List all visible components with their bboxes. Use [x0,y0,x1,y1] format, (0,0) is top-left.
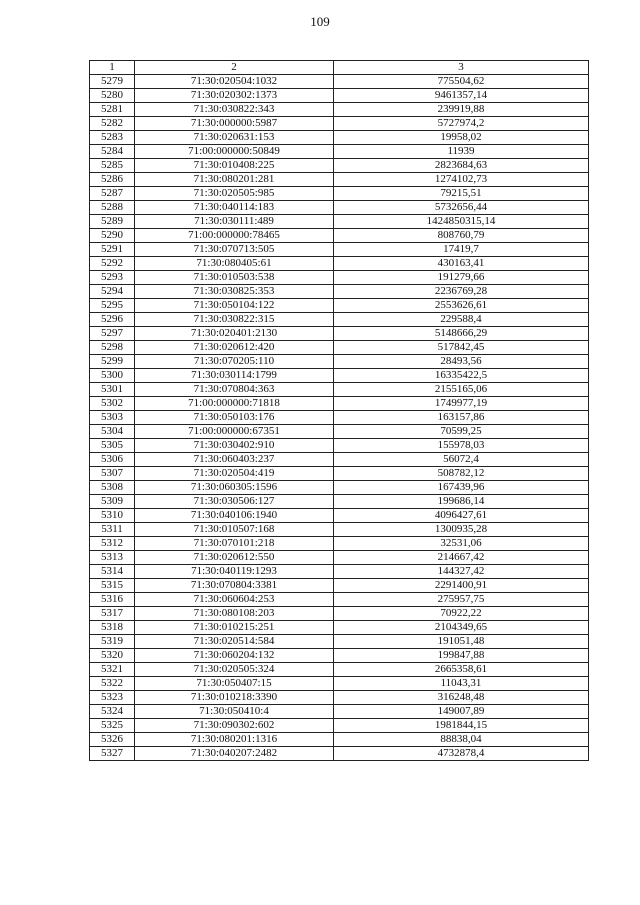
cadastral-number-cell: 71:30:070101:218 [135,537,334,551]
row-number-cell: 5316 [90,593,135,607]
table-body [90,75,589,761]
table-row [90,733,589,747]
table-row [90,551,589,565]
value-cell: 144327,42 [334,565,589,579]
cadastral-number-cell: 71:30:040207:2482 [135,747,334,761]
table-row [90,285,589,299]
value-cell: 199686,14 [334,495,589,509]
row-number-cell: 5291 [90,243,135,257]
cadastral-number-cell: 71:30:020504:419 [135,467,334,481]
row-number-cell: 5320 [90,649,135,663]
cadastral-number-cell: 71:00:000000:78465 [135,229,334,243]
table-row [90,747,589,761]
value-cell: 17419,7 [334,243,589,257]
value-cell: 214667,42 [334,551,589,565]
value-cell: 2553626,61 [334,299,589,313]
row-number-cell: 5324 [90,705,135,719]
cadastral-number-cell: 71:30:050103:176 [135,411,334,425]
value-cell: 199847,88 [334,649,589,663]
table-row [90,537,589,551]
value-cell: 19958,02 [334,131,589,145]
row-number-cell: 5326 [90,733,135,747]
value-cell: 16335422,5 [334,369,589,383]
row-number-cell: 5304 [90,425,135,439]
table-row [90,173,589,187]
table-row [90,299,589,313]
value-cell: 517842,45 [334,341,589,355]
cadastral-number-cell: 71:30:070804:3381 [135,579,334,593]
row-number-cell: 5302 [90,397,135,411]
table-row [90,467,589,481]
cadastral-number-cell: 71:30:060204:132 [135,649,334,663]
table-row [90,607,589,621]
table-row [90,341,589,355]
table-row [90,677,589,691]
value-cell: 275957,75 [334,593,589,607]
cadastral-number-cell: 71:30:070205:110 [135,355,334,369]
row-number-cell: 5281 [90,103,135,117]
row-number-cell: 5318 [90,621,135,635]
value-cell: 56072,4 [334,453,589,467]
value-cell: 1981844,15 [334,719,589,733]
table-row [90,229,589,243]
value-cell: 775504,62 [334,75,589,89]
table-row [90,509,589,523]
cadastral-number-cell: 71:30:010215:251 [135,621,334,635]
table-row [90,719,589,733]
cadastral-number-cell: 71:30:030506:127 [135,495,334,509]
value-cell: 239919,88 [334,103,589,117]
value-cell: 32531,06 [334,537,589,551]
cadastral-number-cell: 71:30:010503:538 [135,271,334,285]
value-cell: 28493,56 [334,355,589,369]
table-row [90,705,589,719]
value-cell: 70922,22 [334,607,589,621]
value-cell: 2665358,61 [334,663,589,677]
row-number-cell: 5298 [90,341,135,355]
table-row [90,621,589,635]
column-header-3: 3 [334,61,589,75]
table-row [90,565,589,579]
row-number-cell: 5306 [90,453,135,467]
row-number-cell: 5323 [90,691,135,705]
row-number-cell: 5300 [90,369,135,383]
table-row [90,201,589,215]
cadastral-number-cell: 71:30:080201:281 [135,173,334,187]
cadastral-number-cell: 71:30:080405:61 [135,257,334,271]
row-number-cell: 5319 [90,635,135,649]
column-header-1: 1 [90,61,135,75]
row-number-cell: 5297 [90,327,135,341]
cadastral-number-cell: 71:30:030111:489 [135,215,334,229]
value-cell: 191051,48 [334,635,589,649]
value-cell: 4096427,61 [334,509,589,523]
table-row [90,369,589,383]
value-cell: 2823684,63 [334,159,589,173]
value-cell: 5727974,2 [334,117,589,131]
cadastral-number-cell: 71:30:040119:1293 [135,565,334,579]
table-row [90,663,589,677]
table-row [90,425,589,439]
row-number-cell: 5292 [90,257,135,271]
cadastral-number-cell: 71:30:020302:1373 [135,89,334,103]
cadastral-number-cell: 71:30:020505:324 [135,663,334,677]
cadastral-number-cell: 71:30:030825:353 [135,285,334,299]
table-row [90,481,589,495]
table-row [90,131,589,145]
row-number-cell: 5288 [90,201,135,215]
table-row [90,397,589,411]
cadastral-number-cell: 71:30:060604:253 [135,593,334,607]
value-cell: 1749977,19 [334,397,589,411]
cadastral-number-cell: 71:30:020505:985 [135,187,334,201]
row-number-cell: 5284 [90,145,135,159]
row-number-cell: 5283 [90,131,135,145]
row-number-cell: 5321 [90,663,135,677]
row-number-cell: 5282 [90,117,135,131]
cadastral-number-cell: 71:30:020631:153 [135,131,334,145]
row-number-cell: 5314 [90,565,135,579]
data-table [89,60,589,761]
row-number-cell: 5295 [90,299,135,313]
cadastral-number-cell: 71:30:020612:550 [135,551,334,565]
table-row [90,383,589,397]
row-number-cell: 5315 [90,579,135,593]
column-header-2: 2 [135,61,334,75]
cadastral-number-cell: 71:00:000000:50849 [135,145,334,159]
table-row [90,243,589,257]
cadastral-number-cell: 71:00:000000:71818 [135,397,334,411]
table-row [90,495,589,509]
cadastral-number-cell: 71:30:080108:203 [135,607,334,621]
header-row [90,61,589,75]
value-cell: 1424850315,14 [334,215,589,229]
cadastral-number-cell: 71:30:030822:343 [135,103,334,117]
row-number-cell: 5327 [90,747,135,761]
value-cell: 191279,66 [334,271,589,285]
value-cell: 163157,86 [334,411,589,425]
row-number-cell: 5290 [90,229,135,243]
cadastral-number-cell: 71:30:030822:315 [135,313,334,327]
row-number-cell: 5286 [90,173,135,187]
row-number-cell: 5287 [90,187,135,201]
value-cell: 2291400,91 [334,579,589,593]
value-cell: 2104349,65 [334,621,589,635]
row-number-cell: 5310 [90,509,135,523]
value-cell: 430163,41 [334,257,589,271]
row-number-cell: 5303 [90,411,135,425]
cadastral-number-cell: 71:30:000000:5987 [135,117,334,131]
table-row [90,453,589,467]
table-row [90,327,589,341]
row-number-cell: 5308 [90,481,135,495]
row-number-cell: 5305 [90,439,135,453]
value-cell: 149007,89 [334,705,589,719]
value-cell: 11043,31 [334,677,589,691]
row-number-cell: 5322 [90,677,135,691]
row-number-cell: 5301 [90,383,135,397]
row-number-cell: 5293 [90,271,135,285]
row-number-cell: 5279 [90,75,135,89]
cadastral-number-cell: 71:30:060403:237 [135,453,334,467]
table-row [90,117,589,131]
cadastral-number-cell: 71:30:020401:2130 [135,327,334,341]
row-number-cell: 5317 [90,607,135,621]
cadastral-number-cell: 71:30:030402:910 [135,439,334,453]
value-cell: 167439,96 [334,481,589,495]
table-row [90,89,589,103]
table-row [90,439,589,453]
value-cell: 808760,79 [334,229,589,243]
row-number-cell: 5313 [90,551,135,565]
value-cell: 9461357,14 [334,89,589,103]
table-row [90,691,589,705]
row-number-cell: 5285 [90,159,135,173]
table-row [90,579,589,593]
value-cell: 1300935,28 [334,523,589,537]
cadastral-number-cell: 71:30:070804:363 [135,383,334,397]
cadastral-number-cell: 71:30:040106:1940 [135,509,334,523]
cadastral-number-cell: 71:30:090302:602 [135,719,334,733]
row-number-cell: 5311 [90,523,135,537]
table-row [90,593,589,607]
value-cell: 4732878,4 [334,747,589,761]
cadastral-number-cell: 71:30:010507:168 [135,523,334,537]
row-number-cell: 5312 [90,537,135,551]
row-number-cell: 5296 [90,313,135,327]
row-number-cell: 5289 [90,215,135,229]
table-row [90,271,589,285]
table-row [90,257,589,271]
cadastral-number-cell: 71:30:060305:1596 [135,481,334,495]
value-cell: 155978,03 [334,439,589,453]
row-number-cell: 5299 [90,355,135,369]
table-row [90,159,589,173]
cadastral-number-cell: 71:30:050104:122 [135,299,334,313]
cadastral-number-cell: 71:30:040114:183 [135,201,334,215]
value-cell: 2155165,06 [334,383,589,397]
cadastral-number-cell: 71:30:070713:505 [135,243,334,257]
table-row [90,75,589,89]
value-cell: 11939 [334,145,589,159]
cadastral-number-cell: 71:30:020612:420 [135,341,334,355]
cadastral-number-cell: 71:30:010218:3390 [135,691,334,705]
table-row [90,215,589,229]
row-number-cell: 5307 [90,467,135,481]
row-number-cell: 5294 [90,285,135,299]
table-row [90,187,589,201]
value-cell: 88838,04 [334,733,589,747]
cadastral-number-cell: 71:30:050410:4 [135,705,334,719]
table-row [90,355,589,369]
cadastral-number-cell: 71:30:010408:225 [135,159,334,173]
value-cell: 316248,48 [334,691,589,705]
value-cell: 70599,25 [334,425,589,439]
cadastral-number-cell: 71:30:050407:15 [135,677,334,691]
table-row [90,649,589,663]
cadastral-number-cell: 71:30:020514:584 [135,635,334,649]
cadastral-number-cell: 71:30:080201:1316 [135,733,334,747]
value-cell: 79215,51 [334,187,589,201]
value-cell: 5148666,29 [334,327,589,341]
page-number: 109 [310,14,330,29]
table-row [90,411,589,425]
value-cell: 229588,4 [334,313,589,327]
table-row [90,145,589,159]
row-number-cell: 5309 [90,495,135,509]
value-cell: 508782,12 [334,467,589,481]
table-row [90,635,589,649]
table-row [90,313,589,327]
table-row [90,523,589,537]
value-cell: 5732656,44 [334,201,589,215]
cadastral-number-cell: 71:00:000000:67351 [135,425,334,439]
row-number-cell: 5325 [90,719,135,733]
value-cell: 2236769,28 [334,285,589,299]
cadastral-number-cell: 71:30:030114:1799 [135,369,334,383]
cadastral-number-cell: 71:30:020504:1032 [135,75,334,89]
row-number-cell: 5280 [90,89,135,103]
table-row [90,103,589,117]
value-cell: 1274102,73 [334,173,589,187]
